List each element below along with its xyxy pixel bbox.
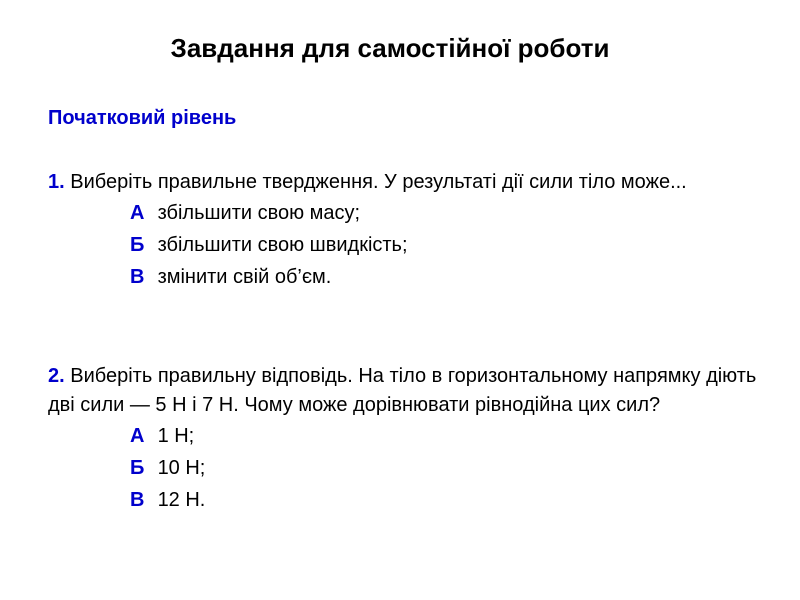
option-text: 1 Н; [157,425,195,447]
question-1-options [48,197,758,293]
option-item [48,420,758,452]
option-item [48,197,758,229]
option-text: 10 Н; [157,457,206,479]
option-item [48,261,758,293]
option-text: збільшити свою швидкість; [157,234,408,256]
question-2-number: 2. [48,365,65,387]
option-letter: Б [130,234,145,256]
question-2-text: Виберіть правильну відповідь. На тіло в горизонтальному напрямку діють дві сили — 5 Н і 7 Н. Чому може дорівнювати рівнодійна цих сил? [48,365,757,416]
question-2-options [48,420,758,516]
question-1-number: 1. [48,171,65,193]
question-2 [48,362,758,516]
option-text: 12 Н. [157,489,206,511]
option-item [48,484,758,516]
option-letter: Б [130,457,145,479]
option-text: змінити свій об’єм. [157,266,332,288]
option-letter: В [130,489,145,511]
option-letter: В [130,266,145,288]
option-item [48,229,758,261]
option-item [48,452,758,484]
option-letter: А [130,425,145,447]
level-heading: Початковий рівень [48,107,237,129]
option-text: збільшити свою масу; [157,202,361,224]
option-letter: А [130,202,145,224]
question-2-statement [48,362,758,420]
slide-title: Завдання для самостійної роботи [170,33,610,63]
question-1 [48,168,758,293]
question-1-text: Виберіть правильне твердження. У результаті дії сили тіло може... [70,171,687,193]
question-1-statement [48,168,758,197]
